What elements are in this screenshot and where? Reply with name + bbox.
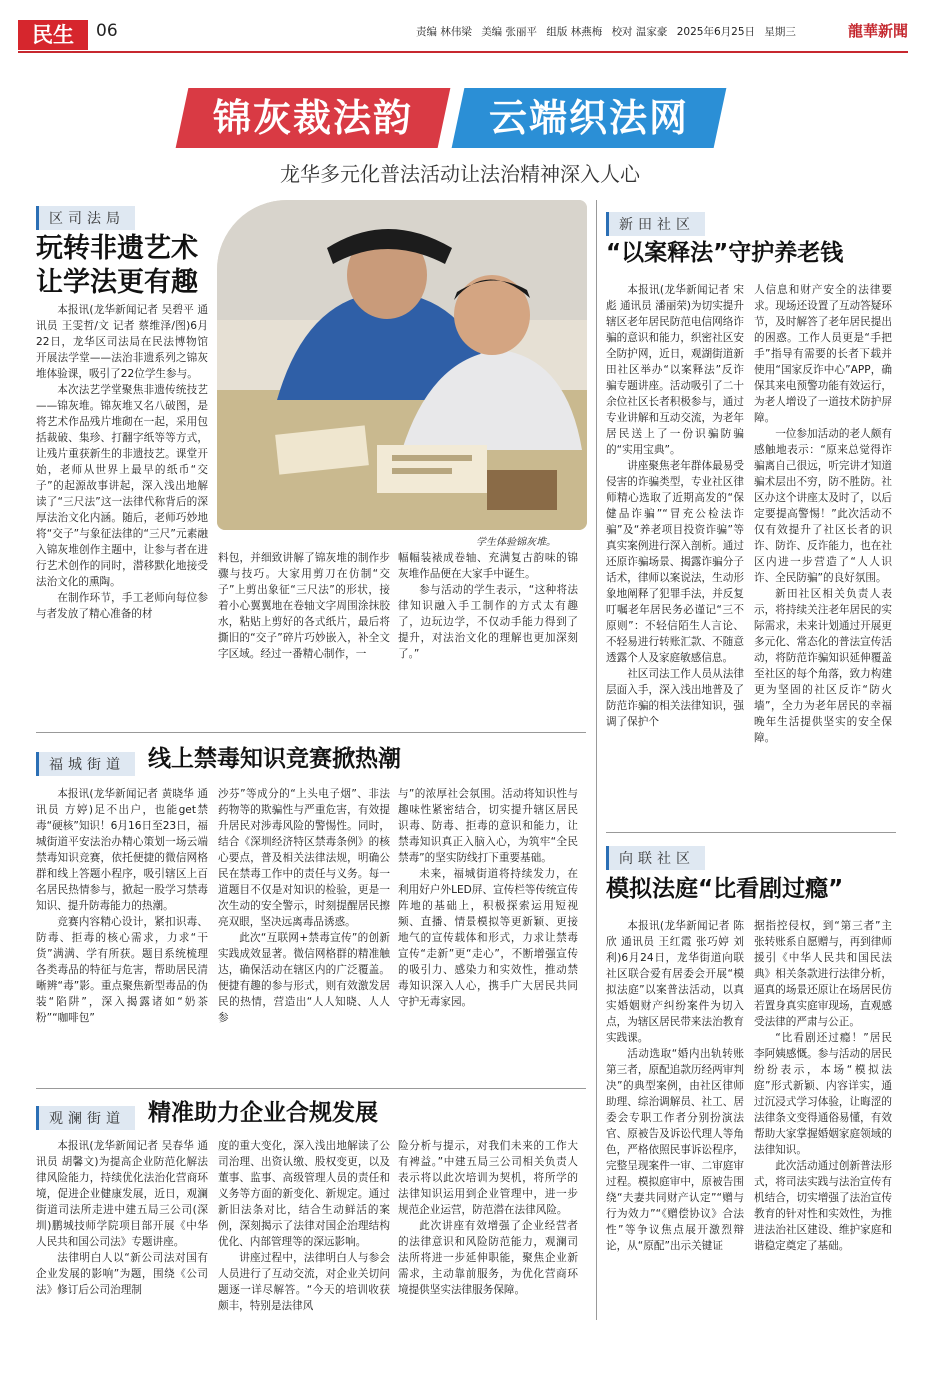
article5-kicker: 向联社区 (606, 846, 705, 870)
page-header (18, 20, 908, 50)
article3-col3 (398, 786, 578, 1010)
article4-col1-p2: 法律明白人以“新公司法对国有企业发展的影响”为题，围绕《公司法》修订后公司治理制 (36, 1252, 208, 1296)
article3-col3-p1: 与”的浓厚社会氛围。活动将知识性与趣味性紧密结合，切实提升辖区居民识毒、防毒、拒毒的意识和能力，让禁毒知识真正入脑入心，为筑牢“全民禁毒”的坚实防线打下重要基础。 (398, 788, 578, 864)
article3-col1-p1: 本报讯(龙华新闻记者 黄晓华 通讯员 方婷)足不出户，也能get禁毒“硬核”知识！6月16日至23日，福城街道平安法治办精心策划一场云端禁毒知识竞赛，依托便捷的微信网格群和线上答题小程序，吸引辖区上百名居民热情参与，掀起一股学习禁毒知识、提升防毒能力的热潮。 (36, 788, 208, 912)
meta-editor: 责编 林伟梁 (416, 26, 472, 38)
article2-col2-p1: 人信息和财产安全的法律要求。现场还设置了互动答疑环节，及时解答了老年居民提出的困惑。工作人员更是“手把手”指导有需要的长者下载并使用“国家反诈中心”APP，确保其来电预警功能有效运行，为老人增设了一道技术防护屏障。 (754, 284, 892, 424)
article4-col1-p1: 本报讯(龙华新闻记者 吴春华 通讯员 胡馨文)为提高企业防范化解法律风险能力，持续优化法治化营商环境，促进企业健康发展，近日，观澜街道司法所走进中建五局三公司(深圳)鹏城技师学院项目部开展《中华人民共和国公司法》专题讲座。 (36, 1140, 208, 1248)
article1-col3 (398, 550, 578, 662)
article4-col2-p1: 度的重大变化，深入浅出地解读了公司治理、出资认缴、股权变更，以及董事、监事、高级管理人员的责任和义务等方面的新变化、新规定。通过新旧法条对比，结合生动鲜活的案例，深刻揭示了法律对国企治理结构优化、内部管理等的深远影响。 (218, 1140, 390, 1248)
article3-col3-p2: 未来，福城街道将持续发力，在利用好户外LED屏、宣传栏等传统宣传阵地的基础上，积极探索运用短视频、直播、情景模拟等更新颖、更接地气的宣传载体和形式，力求让禁毒宣传“走新”更“走心”，不断增强宣传的吸引力、感染力和实效性，推动禁毒知识深入人心，携手广大居民共同守护无毒家园。 (398, 868, 578, 1008)
banner-tag-red-text: 锦灰裁法韵 (212, 96, 413, 140)
article5-title: 模拟法庭“比看剧过瘾” (606, 876, 844, 902)
article2-kicker: 新田社区 (606, 212, 705, 236)
banner-subtitle: 龙华多元化普法活动让法治精神深入人心 (280, 162, 640, 186)
article1-title-line2: 让学法更有趣 (36, 267, 198, 298)
article4-col2-p2: 讲座过程中，法律明白人与参会人员进行了互动交流，对企业关切问题逐一详尽解答。“今天的培训收获颇丰，特别是法律风 (218, 1252, 390, 1312)
newspaper-logo: 龍華新聞 (847, 22, 908, 40)
article3-col1 (36, 786, 208, 1026)
photo-illustration (217, 200, 587, 530)
article4-col3-p2: 此次讲座有效增强了企业经营者的法律意识和风险防范能力，观澜司法所将进一步延伸职能，聚焦企业新需求，主动靠前服务，为优化营商环境提供坚实法律服务保障。 (398, 1220, 578, 1296)
article3-col2-p2: 此次“互联网+禁毒宣传”的创新实践成效显著。微信网格群的精准触达，确保活动在辖区内的广泛覆盖。便捷有趣的参与形式，则有效激发居民的热情，营造出“人人知晓、人人参 (218, 932, 390, 1024)
article2-col2-p2: 一位参加活动的老人颇有感触地表示：“原来总觉得诈骗离自己很远，听完讲才知道骗术层出不穷，防不胜防。社区办这个讲座太及时了，以后定要提高警惕！”此次活动不仅有效提升了社区长者的识诈、防诈、反诈能力，也在社区内进一步营造了“人人识诈、全民防骗”的良好氛围。 (754, 428, 892, 584)
article5-col2 (754, 918, 892, 1254)
article1-title (36, 232, 198, 300)
article4-title: 精准助力企业合规发展 (148, 1100, 378, 1126)
article3-col2-p1: 沙芬”等成分的“上头电子烟”、非法药物等的欺骗性与严重危害，有效提升居民对涉毒风险的警惕性。同时，结合《深圳经济特区禁毒条例》的核心要点，普及相关法律法规，明确公民在禁毒工作中的责任与义务。每一道题目不仅是对知识的检验，更是一次生动的安全警示，时刻提醒居民擦亮双眼，坚决远离毒品诱惑。 (218, 788, 390, 928)
article1-col2-p1: 料包，并细致讲解了锦灰堆的制作步骤与技巧。大家用剪刀在仿制“交子”上剪出象征“三尺法”的形状，接着小心翼翼地在卷轴文字周围涂抹胶水，粘贴上剪好的各式纸片，最后将撕旧的“交子”碎片巧妙嵌入，补全文字区域。经过一番精心制作，一 (218, 552, 390, 660)
page-number: 06 (96, 21, 118, 41)
meta-layout: 组版 林燕梅 (546, 26, 603, 38)
divider-2 (606, 832, 896, 833)
article5-col2-p1: 据指控侵权，到“第三者”主张转账系自愿赠与，再到律师援引《中华人民共和国民法典》相关条款进行法律分析，逼真的场景还原让在场居民仿若置身真实庭审现场，直观感受法律的严肃与公正。 (754, 920, 892, 1028)
article3-col2 (218, 786, 390, 1026)
article2-col1 (606, 282, 744, 730)
article5-col1-p2: 活动选取“婚内出轨转账第三者，原配追款历经两审判决”的典型案例，由社区律师助理、综治调解员、社工、居委会专职工作者分别扮演法官、原被告及诉讼代理人等角色，严格依照民事诉讼程序，完整呈现案件一审、二审庭审过程。模拟庭审中，原被告围绕“夫妻共同财产认定”“赠与行为效力”“《赠偿协议》合法性”等争议焦点展开激烈辩论，从“原配”出示关键证 (606, 1048, 744, 1252)
article5-col2-p3: 此次活动通过创新普法形式，将司法实践与法治宣传有机结合，切实增强了法治宣传教育的针对性和实效性，为推进法治社区建设、维护家庭和谐稳定奠定了基础。 (754, 1160, 892, 1252)
photo-caption: 学生体验锦灰堆。 (476, 537, 556, 548)
divider-1 (36, 732, 586, 733)
photo-students-craft (217, 200, 587, 530)
article3-kicker: 福城街道 (36, 752, 135, 776)
article5-col1-p1: 本报讯(龙华新闻记者 陈欣 通讯员 王红霞 张巧婷 刘利)6月24日，龙华街道向联社区联合爱有居委会开展“模拟法庭”以案普法活动，以真实婚姻财产纠纷案件为切入点，为辖区居民带来法治教育实践课。 (606, 920, 744, 1044)
divider-3 (36, 1088, 586, 1089)
meta-proofreader: 校对 温家豪 (611, 26, 668, 38)
article4-kicker: 观澜街道 (36, 1106, 135, 1130)
meta-date: 2025年6月25日 (676, 26, 756, 38)
column-divider (596, 200, 597, 1320)
banner-tag-blue-text: 云端织法网 (488, 96, 689, 140)
article2-col1-p1: 本报讯(龙华新闻记者 宋彪 通讯员 潘丽荣)为切实提升辖区老年居民防范电信网络诈骗的意识和能力，织密社区安全防护网，近日，观湖街道新田社区举办“以案释法”反诈骗专题讲座。活动吸引了二十余位社区长者积极参与，通过专业讲解和互动交流，为老年居民送上了一份识骗防骗的“实用宝典”。 (606, 284, 744, 456)
article5-col2-p2: “比看剧还过瘾！”居民李阿姨感慨。参与活动的居民纷纷表示，本场“模拟法庭”形式新颖、内容详实，通过沉浸式学习体验，让晦涩的法律条文变得通俗易懂，有效帮助大家掌握婚姻家庭领域的法律知识。 (754, 1032, 892, 1156)
meta-designer: 美编 张丽平 (481, 26, 538, 38)
article3-title: 线上禁毒知识竞赛掀热潮 (148, 746, 401, 772)
article1-col3-p1: 幅幅装裱成卷轴、充满复古韵味的锦灰堆作品便在大家手中诞生。 (398, 552, 578, 580)
article1-col2 (218, 550, 390, 662)
meta-weekday: 星期三 (764, 26, 796, 38)
article1-title-line1: 玩转非遗艺术 (36, 233, 198, 264)
article1-kicker: 区司法局 (36, 206, 135, 230)
banner-tag-blue (452, 88, 727, 148)
article1-col1 (36, 302, 208, 622)
article1-col1-p3: 在制作环节，手工老师向每位参与者发放了精心准备的材 (36, 592, 208, 620)
article2-title: “以案释法”守护养老钱 (606, 240, 844, 266)
header-rule (18, 51, 908, 53)
article1-col3-p2: 参与活动的学生表示，“这种将法律知识融入手工制作的方式太有趣了，边玩边学，不仅动手能力得到了提升，对法治文化的理解也更加深刻了。” (398, 584, 578, 660)
article4-col1 (36, 1138, 208, 1298)
banner-tag-red (176, 88, 451, 148)
article2-col1-p3: 社区司法工作人员从法律层面入手，深入浅出地普及了防范诈骗的相关法律知识，强调了保护个 (606, 668, 744, 728)
banner (182, 88, 742, 152)
article2-col2-p3: 新田社区相关负责人表示，将持续关注老年居民的实际需求，未来计划通过开展更多元化、常态化的普法宣传活动，将防范诈骗知识延伸覆盖至社区的每个角落，致力构建更为坚固的社区反诈“防火墙”，全力为老年居民的幸福晚年生活提供坚实的安全保障。 (754, 588, 892, 744)
article4-col2 (218, 1138, 390, 1314)
article4-col3-p1: 险分析与提示，对我们未来的工作大有裨益。”中建五局三公司相关负责人表示将以此次培训为契机，将所学的法律知识运用到企业管理中，进一步规范企业运营，防范潜在法律风险。 (398, 1140, 578, 1216)
article1-col1-p2: 本次法艺学堂聚焦非遗传统技艺——锦灰堆。锦灰堆又名八破图，是将艺术作品残片堆砌在一起，采用包括裁破、集珍、打翻字纸等等方式，让残片重获新生的非遗技艺。课堂开始，老师从世界上最早的纸币“交子”的起源故事讲起，深入浅出地解读了“三尺法”这一法律代称背后的深厚法治文化内涵。随后，老师巧妙地将“交子”与象征法律的“三尺”元素融入锦灰堆创作主题中，让参与者在进行艺术创作的同时，潜移默化地接受法治文化的熏陶。 (36, 384, 208, 588)
header-meta (416, 24, 802, 39)
article3-col1-p2: 竞赛内容精心设计，紧扣识毒、防毒、拒毒的核心需求，力求“干货”满满、学有所获。题目系统梳理各类毒品的特征与危害，帮助居民清晰辨“毒”影。重点聚焦新型毒品的伪装“陷阱”，深入揭露诸如“奶茶粉”“咖啡包” (36, 916, 208, 1024)
section-label: 民生 (18, 20, 88, 50)
article1-col1-p1: 本报讯(龙华新闻记者 吴碧平 通讯员 王雯哲/文 记者 蔡维泽/图)6月22日，龙华区司法局在民法博物馆开展法学堂——法治非遗系列之锦灰堆体验课，吸引了22位学生参与。 (36, 304, 208, 380)
article2-col2 (754, 282, 892, 746)
article2-col1-p2: 讲座聚焦老年群体最易受侵害的诈骗类型，专业社区律师精心选取了近期高发的“保健品诈骗”“冒充公检法诈骗”及“养老项目投资诈骗”等真实案例进行深入剖析。通过还原诈骗场景、揭露诈骗分子话术，律师以案说法，生动形象地阐释了犯罪手法，并反复叮嘱老年居民务必谨记“三不原则”：不轻信陌生人言论、不轻易进行转账汇款、不随意透露个人及家庭敏感信息。 (606, 460, 744, 664)
article4-col3 (398, 1138, 578, 1298)
article5-col1 (606, 918, 744, 1254)
